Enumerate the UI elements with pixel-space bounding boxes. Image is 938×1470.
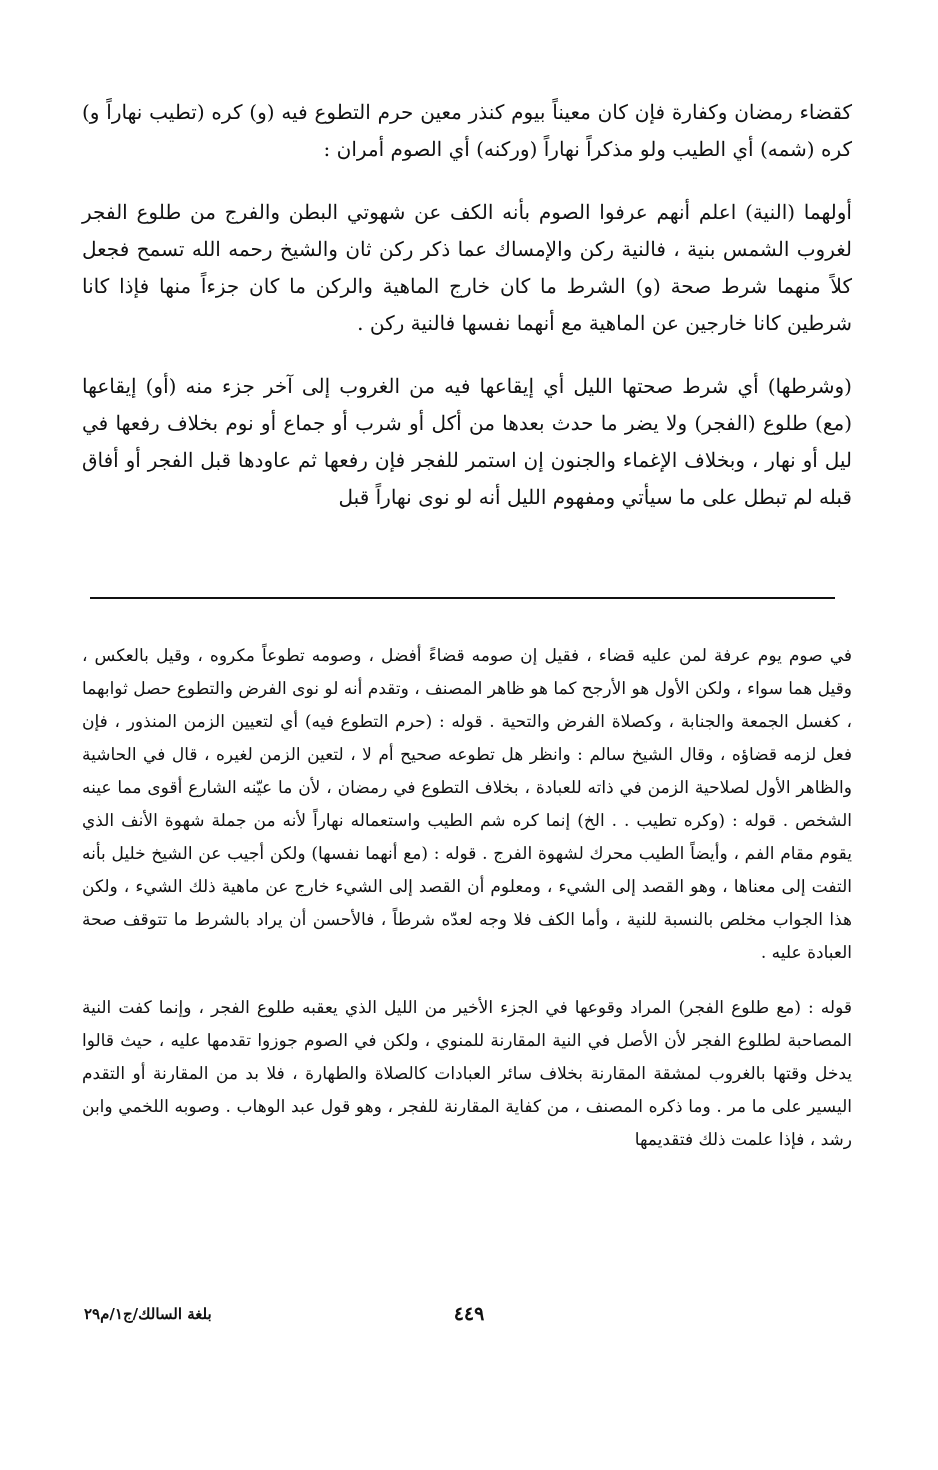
page-number: ٤٤٩: [453, 1303, 485, 1325]
main-paragraph-3: (وشرطها) أي شرط صحتها الليل أي إيقاعها فيه من الغروب إلى آخر جزء منه (أو) إيقاعها (مع) طلوع (الفجر) ولا يضر ما حدث بعدها من أكل أو شرب أو جماع أو نوم بخلاف رفعها في ليل أو نهار ، وبخلاف الإغماء والجنون إن استمر للفجر فإن رفعها ثم عاودها قبل الفجر أو أفاق قبله لم تبطل على ما سيأتي ومفهوم الليل أنه لو نوى نهاراً قبل: [82, 374, 852, 509]
main-paragraph-2: أولهما (النية) اعلم أنهم عرفوا الصوم بأنه الكف عن شهوتي البطن والفرج من طلوع الفجر لغروب الشمس بنية ، فالنية ركن والإمساك عما ذكر ركن ثان والشيخ رحمه الله تسمح فجعل كلاً منهما شرط صحة (و) الشرط ما كان خارج الماهية والركن ما كان جزءاً منها فإذا كانا شرطين كانا خارجين عن الماهية مع أنهما نفسها فالنية ركن .: [82, 200, 852, 335]
footnote-paragraph-1: في صوم يوم عرفة لمن عليه قضاء ، فقيل إن صومه قضاءً أفضل ، وصومه تطوعاً مكروه ، وقيل بالعكس ، وقيل هما سواء ، ولكن الأول هو الأرجح كما هو ظاهر المصنف ، وتقدم أنه لو نوى الفرض والتطوع حصل ثوابهما ، كغسل الجمعة والجنابة ، وكصلاة الفرض والتحية . قوله : (حرم التطوع فيه) أي لتعيين الزمن المنذور ، فإن فعل لزمه قضاؤه ، وقال الشيخ سالم : وانظر هل تطوعه صحيح أم لا ، لتعين الزمن لغيره ، قال في الحاشية والظاهر الأول لصلاحية الزمن في ذاته للعبادة ، بخلاف التطوع في رمضان ، لأن ما عيّنه الشارع أقوى مما عينه الشخص . قوله : (وكره تطيب . . الخ) إنما كره شم الطيب واستعماله نهاراً لأنه من جملة شهوة الأنف الذي يقوم مقام الفم ، وأيضاً الطيب محرك لشهوة الفرج . قوله : (مع أنهما نفسها) ولكن أجيب عن الشيخ خليل بأنه التفت إلى معناها ، وهو القصد إلى الشيء ، ومعلوم أن القصد إلى الشيء خارج عن ماهية ذلك الشيء ، ولكن هذا الجواب مخلص بالنسبة للنية ، وأما الكف فلا وجه لعدّه شرطاً ، فالأحسن أن يراد بالشرط ما تتوقف صحة العبادة عليه .: [82, 646, 852, 963]
main-text: [82, 94, 852, 542]
footnote-divider: [90, 597, 835, 599]
footnotes: [82, 640, 852, 1179]
footnote-paragraph-2: قوله : (مع طلوع الفجر) المراد وقوعها في الجزء الأخير من الليل الذي يعقبه طلوع الفجر ، وإنما كفت النية المصاحبة لطلوع الفجر لأن الأصل في النية المقارنة للمنوي ، ولكن في الصوم جوزوا تقدمها عليه ، حيث قالوا يدخل وقتها بالغروب لمشقة المقارنة بخلاف سائر العبادات كالصلاة والطهارة ، فلا بد من المقارنة أو التقدم اليسير على ما مر . وما ذكره المصنف ، من كفاية المقارنة للفجر ، وهو قول عبد الوهاب . وصوبه اللخمي وابن رشد ، فإذا علمت ذلك فتقديمها: [82, 998, 852, 1150]
main-paragraph-1: كقضاء رمضان وكفارة فإن كان معيناً بيوم كنذر معين حرم التطوع فيه (و) كره (تطيب نهاراً و) كره (شمه) أي الطيب ولو مذكراً نهاراً (وركنه) أي الصوم أمران :: [82, 100, 852, 161]
book-signature: بلغة السالك/ج١/م٢٩: [84, 1305, 212, 1323]
